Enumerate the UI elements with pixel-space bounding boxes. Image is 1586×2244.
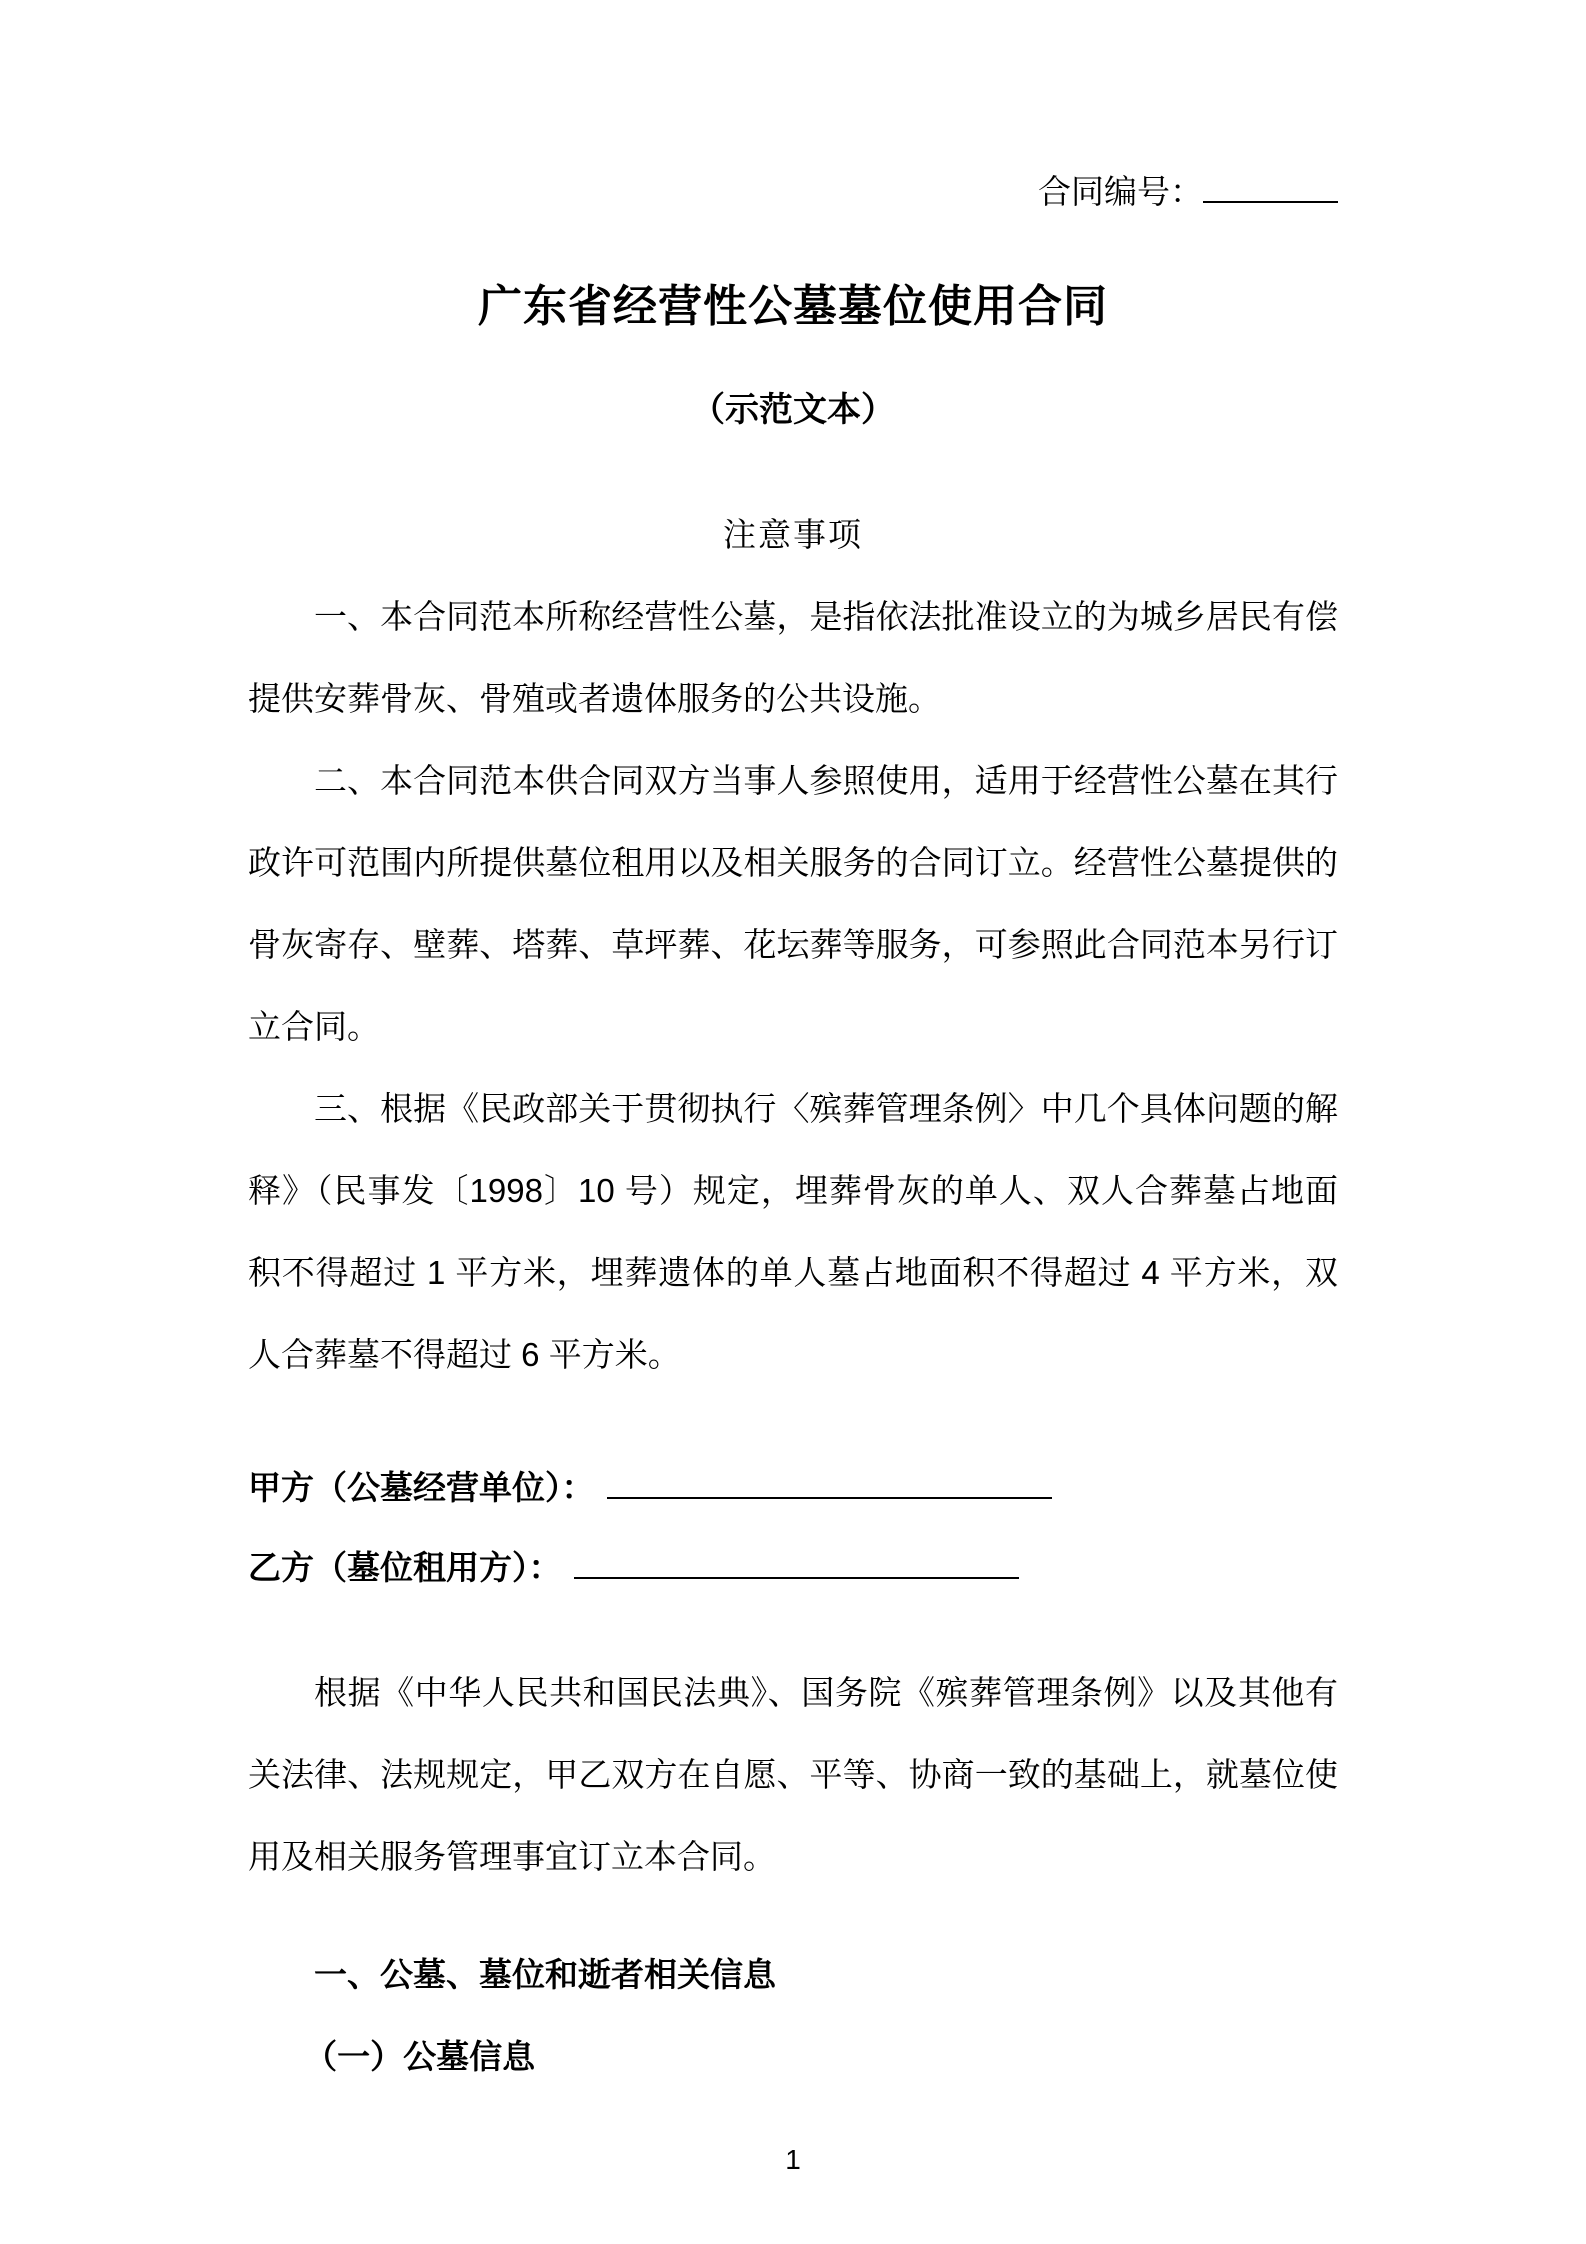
contract-number-blank [1203, 165, 1338, 203]
contract-subtitle: （示范文本） [691, 391, 895, 429]
party-a-blank [607, 1457, 1052, 1499]
party-a-line [248, 1448, 1338, 1528]
section-1-1-heading: （一）公墓信息 [304, 2038, 536, 2075]
page-number: 1 [785, 2144, 801, 2175]
party-b-line [248, 1528, 1338, 1608]
section-1-heading: 一、公墓、墓位和逝者相关信息 [314, 1956, 776, 1993]
notice-paragraph-1: 一、本合同范本所称经营性公墓，是指依法批准设立的为城乡居民有偿提供安葬骨灰、骨殖或者遗体服务的公共设施。 [248, 598, 1338, 717]
section-headings-block [248, 1934, 1338, 2098]
contract-title: 广东省经营性公墓墓位使用合同 [478, 282, 1108, 331]
notice-paragraph-3: 三、根据《民政部关于贯彻执行〈殡葬管理条例〉中几个具体问题的解释》（民事发〔1998〕10 号）规定，埋葬骨灰的单人、双人合葬墓占地面积不得超过 1 平方米，埋葬遗体的单人墓占地面积不得超过 4 平方米，双人合葬墓不得超过 6 平方米。 [248, 1090, 1338, 1373]
party-b-label: 乙方（墓位租用方）： [248, 1549, 562, 1586]
preamble-block [248, 1652, 1338, 1898]
contract-number-line [248, 165, 1338, 216]
notice-paragraph-2: 二、本合同范本供合同双方当事人参照使用，适用于经营性公墓在其行政许可范围内所提供墓位租用以及相关服务的合同订立。经营性公墓提供的骨灰寄存、壁葬、塔葬、草坪葬、花坛葬等服务，可参照此合同范本另行订立合同。 [248, 762, 1338, 1045]
notice-heading: 注意事项 [723, 516, 863, 553]
party-a-label: 甲方（公墓经营单位）： [248, 1469, 595, 1506]
party-b-blank [574, 1537, 1019, 1579]
notice-body [248, 576, 1338, 1396]
parties-block [248, 1448, 1338, 1608]
preamble-paragraph: 根据《中华人民共和国民法典》、国务院《殡葬管理条例》以及其他有关法律、法规规定，甲乙双方在自愿、平等、协商一致的基础上，就墓位使用及相关服务管理事宜订立本合同。 [248, 1674, 1338, 1875]
contract-number-label: 合同编号： [1038, 173, 1203, 210]
